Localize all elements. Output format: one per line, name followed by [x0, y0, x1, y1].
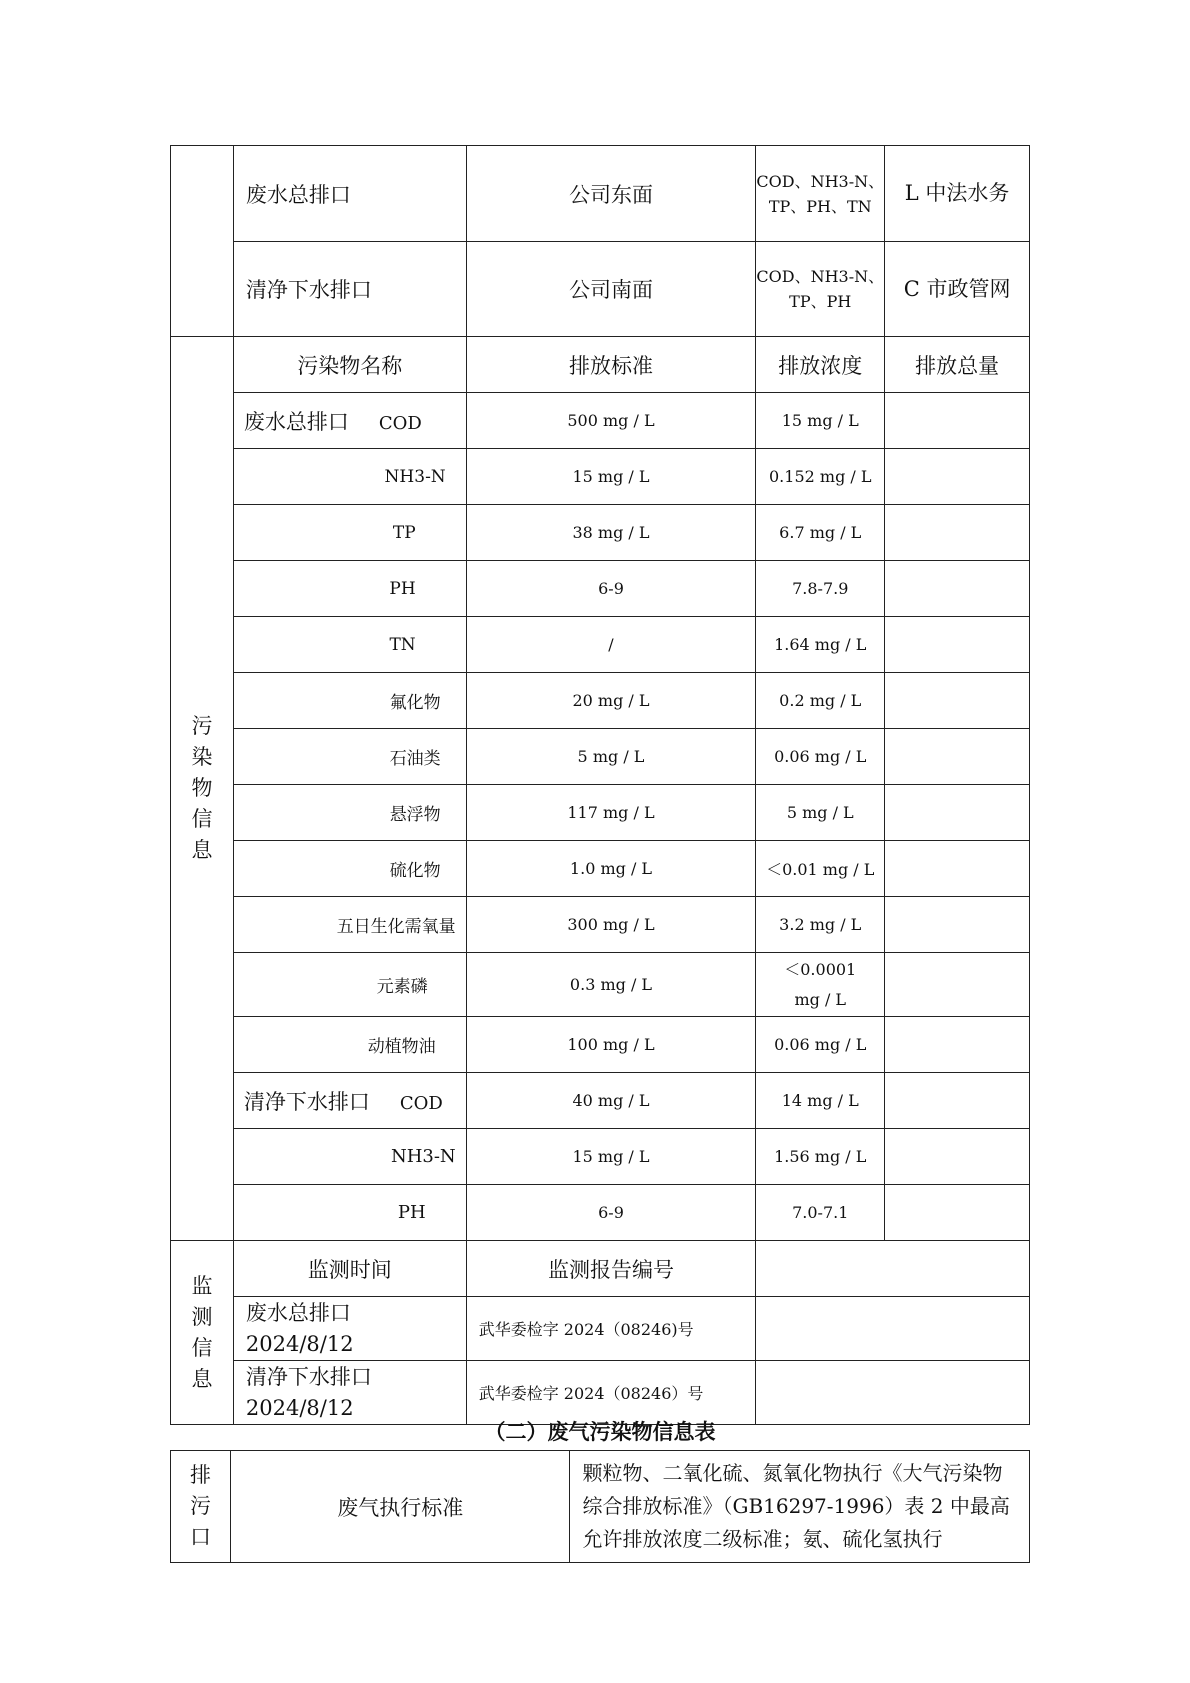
header-standard: 排放标准	[466, 337, 756, 393]
pollutant-standard: 40 mg / L	[466, 1073, 756, 1129]
pollutant-standard: 6-9	[466, 1185, 756, 1241]
outlet-side-cell	[171, 146, 234, 337]
pollutant-name: TP	[233, 505, 466, 561]
pollutant-total	[885, 561, 1030, 617]
pollutant-standard: /	[466, 617, 756, 673]
pollutant-concentration: 7.0-7.1	[756, 1185, 885, 1241]
wastewater-info-table	[170, 145, 1030, 1425]
pollutant-concentration: 0.152 mg / L	[756, 449, 885, 505]
pollutant-row	[171, 561, 1030, 617]
pollutant-concentration: 6.7 mg / L	[756, 505, 885, 561]
pollutant-name: 动植物油	[233, 1017, 466, 1073]
pollutant-name: 悬浮物	[233, 785, 466, 841]
pollutant-row	[171, 1017, 1030, 1073]
pollutant-concentration: 0.2 mg / L	[756, 673, 885, 729]
monitor-date: 2024/8/12	[245, 1331, 354, 1356]
pollutant-standard: 500 mg / L	[466, 393, 756, 449]
pollutant-name-cell: 废水总排口 COD	[233, 393, 466, 449]
gas-side-label: 排 污 口	[171, 1451, 231, 1563]
monitor-date: 2024/8/12	[245, 1395, 354, 1420]
pollutant-concentration: ＜0.0001 mg / L	[756, 953, 885, 1017]
pollutant-standard: 300 mg / L	[466, 897, 756, 953]
monitor-row	[171, 1361, 1030, 1425]
pollutant-standard: 15 mg / L	[466, 1129, 756, 1185]
header-concentration: 排放浓度	[756, 337, 885, 393]
pollutant-concentration: 7.8-7.9	[756, 561, 885, 617]
pollutant-row	[171, 897, 1030, 953]
pollutant-name: TN	[233, 617, 466, 673]
pollutant-concentration: 3.2 mg / L	[756, 897, 885, 953]
exhaust-gas-table	[170, 1450, 1030, 1563]
pollutant-row	[171, 841, 1030, 897]
monitor-header-row	[171, 1241, 1030, 1297]
pollutant-name: 石油类	[233, 729, 466, 785]
outlet-name: 废水总排口	[233, 146, 466, 242]
outlet-destination: L 中法水务	[885, 146, 1030, 242]
pollutant-row	[171, 1129, 1030, 1185]
monitor-outlet: 废水总排口	[245, 1300, 351, 1325]
pollutant-row	[171, 393, 1030, 449]
pollutant-name: 氟化物	[233, 673, 466, 729]
pollutant-row	[171, 785, 1030, 841]
pollutant-concentration: 15 mg / L	[756, 393, 885, 449]
outlet-location: 公司东面	[466, 146, 756, 242]
header-pollutant-name: 污染物名称	[233, 337, 466, 393]
pollutant-name: 元素磷	[233, 953, 466, 1017]
pollutant-standard: 15 mg / L	[466, 449, 756, 505]
pollutant-name: NH3-N	[233, 1129, 466, 1185]
gas-standard-row	[171, 1451, 1030, 1563]
monitor-empty-cell	[756, 1361, 1030, 1425]
pollutant-total	[885, 505, 1030, 561]
pollutant-standard: 20 mg / L	[466, 673, 756, 729]
pollutant-standard: 5 mg / L	[466, 729, 756, 785]
pollutant-concentration: 5 mg / L	[756, 785, 885, 841]
outlet-pollutants: COD、NH3-N、TP、PH、TN	[756, 146, 885, 242]
pollutant-concentration: 1.64 mg / L	[756, 617, 885, 673]
monitor-row	[171, 1297, 1030, 1361]
pollutant-total	[885, 785, 1030, 841]
pollutant-concentration: 0.06 mg / L	[756, 729, 885, 785]
pollutant-name: 五日生化需氧量	[233, 897, 466, 953]
pollutant-row	[171, 505, 1030, 561]
outlet-row	[171, 242, 1030, 337]
pollutant-total	[885, 393, 1030, 449]
pollutant-row	[171, 1185, 1030, 1241]
pollutant-side-label: 污 染 物 信 息	[171, 337, 234, 1241]
pollutant-standard: 6-9	[466, 561, 756, 617]
pollutant-total	[885, 617, 1030, 673]
outlet-name: 清净下水排口	[233, 242, 466, 337]
pollutant-total	[885, 841, 1030, 897]
gas-section-title: （二）废气污染物信息表	[484, 1420, 716, 1444]
pollutant-row	[171, 1073, 1030, 1129]
pollutant-total	[885, 1073, 1030, 1129]
monitor-time-cell	[233, 1361, 466, 1425]
pollutant-name-cell: 清净下水排口 COD	[233, 1073, 466, 1129]
monitor-side-label: 监 测 信 息	[171, 1241, 234, 1425]
monitor-report-number: 武华委检字 2024（08246)号	[466, 1297, 756, 1361]
pollutant-standard: 1.0 mg / L	[466, 841, 756, 897]
pollutant-header-row	[171, 337, 1030, 393]
pollutant-concentration: ＜0.01 mg / L	[756, 841, 885, 897]
pollutant-total	[885, 1017, 1030, 1073]
monitor-outlet: 清净下水排口	[245, 1364, 372, 1389]
pollutant-name: NH3-N	[233, 449, 466, 505]
pollutant-row	[171, 729, 1030, 785]
pollutant-row	[171, 953, 1030, 1017]
header-total: 排放总量	[885, 337, 1030, 393]
pollutant-name: PH	[233, 1185, 466, 1241]
pollutant-standard: 0.3 mg / L	[466, 953, 756, 1017]
outlet-location: 公司南面	[466, 242, 756, 337]
pollutant-total	[885, 449, 1030, 505]
monitor-empty-cell	[756, 1241, 1030, 1297]
pollutant-name: 硫化物	[233, 841, 466, 897]
pollutant-concentration: 0.06 mg / L	[756, 1017, 885, 1073]
pollutant-standard: 100 mg / L	[466, 1017, 756, 1073]
pollutant-total	[885, 673, 1030, 729]
pollutant-row	[171, 449, 1030, 505]
gas-standard-text: 颗粒物、二氧化硫、氮氧化物执行《大气污染物综合排放标准》（GB16297-1996）表 2 中最高允许排放浓度二级标准；氨、硫化氢执行	[570, 1451, 1030, 1563]
outlet-destination: C 市政管网	[885, 242, 1030, 337]
pollutant-total	[885, 897, 1030, 953]
pollutant-standard: 117 mg / L	[466, 785, 756, 841]
monitor-report-number: 武华委检字 2024（08246）号	[466, 1361, 756, 1425]
pollutant-total	[885, 1185, 1030, 1241]
pollutant-total	[885, 729, 1030, 785]
header-report-number: 监测报告编号	[466, 1241, 756, 1297]
monitor-time-cell	[233, 1297, 466, 1361]
pollutant-total	[885, 953, 1030, 1017]
pollutant-standard: 38 mg / L	[466, 505, 756, 561]
pollutant-concentration: 1.56 mg / L	[756, 1129, 885, 1185]
pollutant-concentration: 14 mg / L	[756, 1073, 885, 1129]
pollutant-name: PH	[233, 561, 466, 617]
outlet-pollutants: COD、NH3-N、TP、PH	[756, 242, 885, 337]
gas-standard-label: 废气执行标准	[230, 1451, 570, 1563]
monitor-empty-cell	[756, 1297, 1030, 1361]
header-monitor-time: 监测时间	[233, 1241, 466, 1297]
outlet-row	[171, 146, 1030, 242]
pollutant-total	[885, 1129, 1030, 1185]
pollutant-row	[171, 617, 1030, 673]
pollutant-row	[171, 673, 1030, 729]
